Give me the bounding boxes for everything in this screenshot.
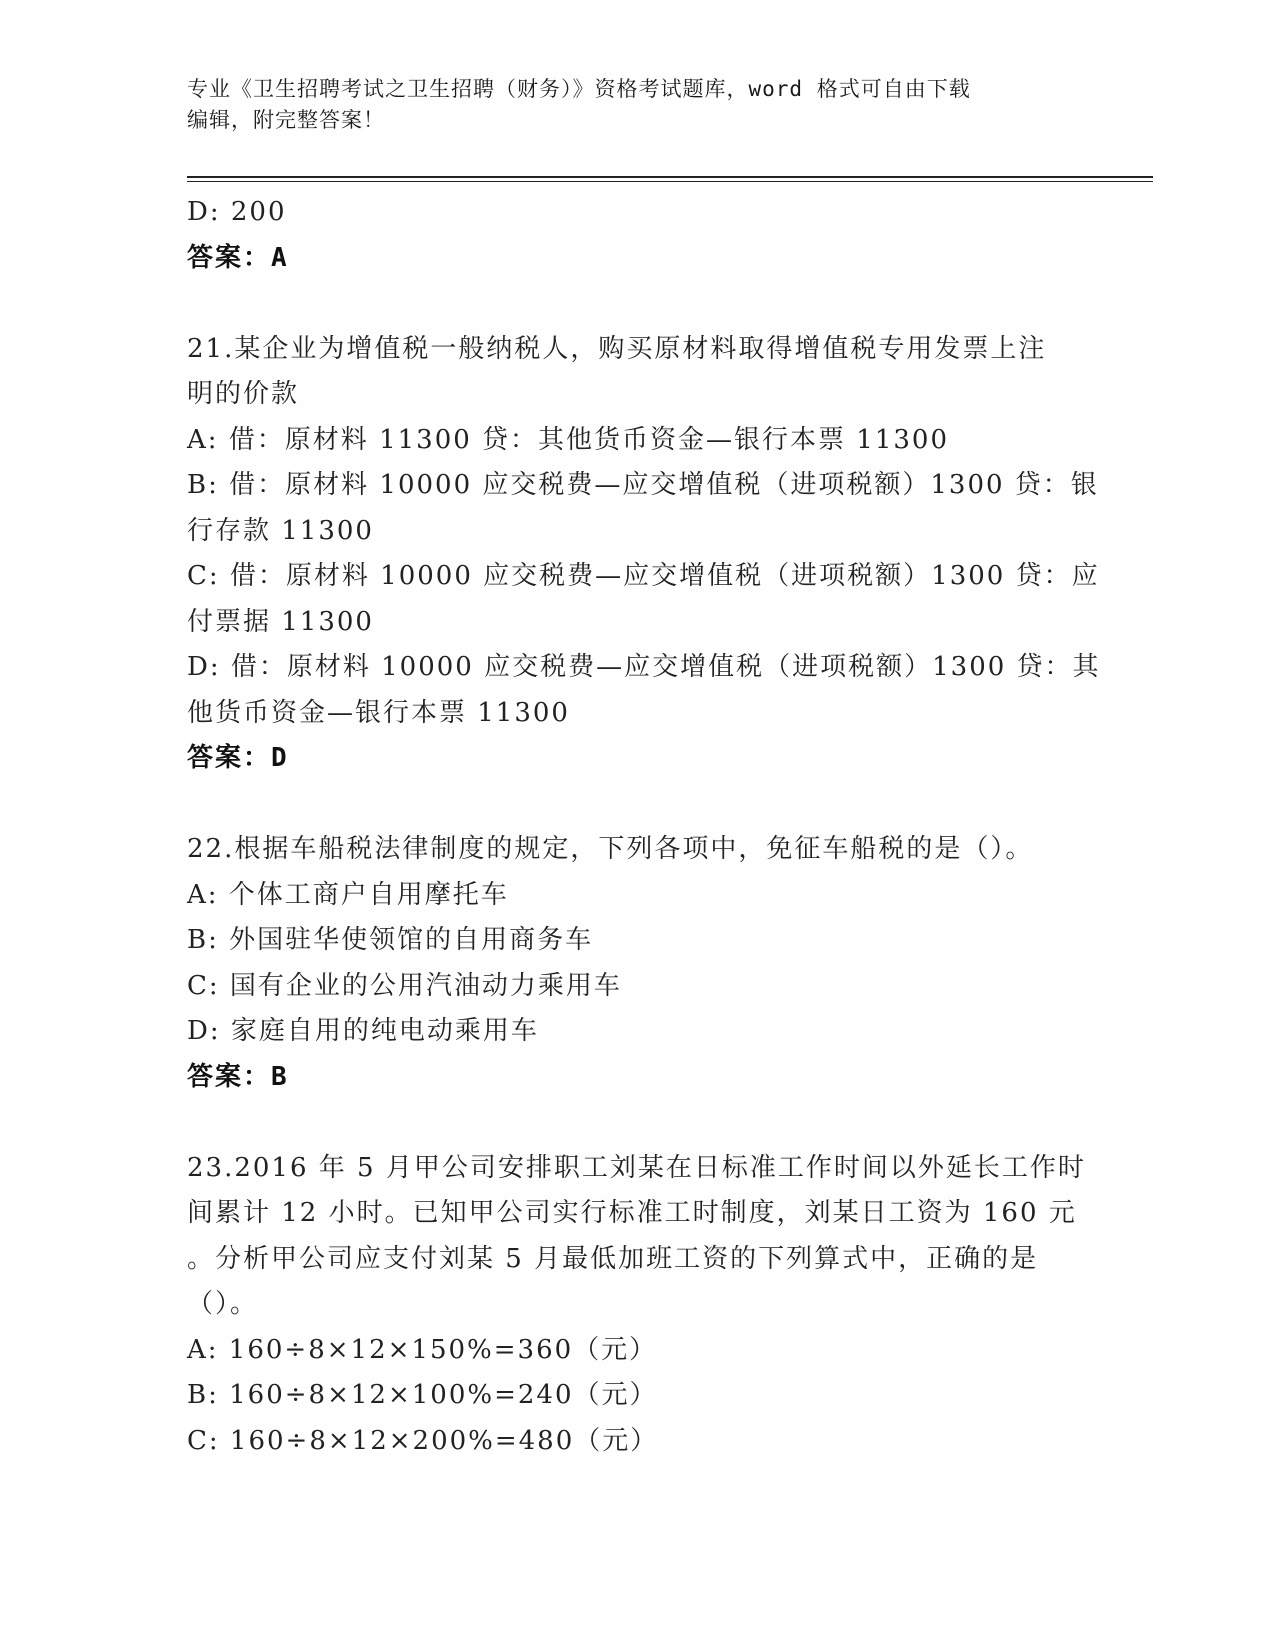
q22-answer: 答案：B bbox=[187, 1061, 289, 1092]
question-content bbox=[187, 190, 1101, 1464]
page-header bbox=[187, 74, 1087, 136]
prev-option-d: D: 200 bbox=[187, 197, 287, 227]
q23-option-c: C: 160÷8×12×200%=480（元） bbox=[187, 1425, 659, 1456]
header-rule-thick bbox=[187, 176, 1153, 178]
q21-answer: 答案：D bbox=[187, 743, 289, 773]
q21-option-d-line-2: 他货币资金—银行本票 11300 bbox=[187, 697, 570, 728]
question-21 bbox=[187, 327, 1101, 782]
q21-stem-line-2: 明的价款 bbox=[187, 379, 300, 409]
q21-option-d-line-1: D: 借：原材料 10000 应交税费—应交增值税（进项税额）1300 贷：其 bbox=[187, 652, 1101, 682]
header-rule-thin bbox=[187, 181, 1153, 182]
q21-option-a: A: 借：原材料 11300 贷：其他货币资金—银行本票 11300 bbox=[187, 424, 950, 455]
q23-option-b: B: 160÷8×12×100%=240（元） bbox=[187, 1380, 658, 1410]
q21-stem-line-1: 21.某企业为增值税一般纳税人，购买原材料取得增值税专用发票上注 bbox=[187, 333, 1047, 364]
q22-option-b: B: 外国驻华使领馆的自用商务车 bbox=[187, 925, 594, 955]
spacer bbox=[187, 281, 1087, 327]
q22-option-a: A: 个体工商户自用摩托车 bbox=[187, 879, 509, 910]
spacer bbox=[187, 782, 1087, 828]
question-23 bbox=[187, 1146, 1087, 1465]
spacer bbox=[187, 1100, 1087, 1146]
q22-option-d: D: 家庭自用的纯电动乘用车 bbox=[187, 1016, 539, 1046]
q21-option-c-line-1: C: 借：原材料 10000 应交税费—应交增值税（进项税额）1300 贷：应 bbox=[187, 561, 1100, 591]
q23-option-a: A: 160÷8×12×150%=360（元） bbox=[187, 1334, 658, 1365]
header-line-1: 专业《卫生招聘考试之卫生招聘（财务）》资格考试题库，word 格式可自由下载 bbox=[187, 77, 971, 101]
q23-stem-line-2: 间累计 12 小时。已知甲公司实行标准工时制度，刘某日工资为 160 元 bbox=[187, 1198, 1077, 1228]
q22-stem: 22.根据车船税法律制度的规定，下列各项中，免征车船税的是（）。 bbox=[187, 834, 1034, 864]
q21-option-c-line-2: 付票据 11300 bbox=[187, 606, 374, 637]
prev-answer: 答案：A bbox=[187, 242, 289, 273]
q22-option-c: C: 国有企业的公用汽油动力乘用车 bbox=[187, 970, 622, 1001]
header-line-2: 编辑，附完整答案！ bbox=[187, 108, 385, 132]
q21-option-b-line-1: B: 借：原材料 10000 应交税费—应交增值税（进项税额）1300 贷：银 bbox=[187, 470, 1099, 500]
q23-stem-line-1: 23.2016 年 5 月甲公司安排职工刘某在日标准工作时间以外延长工作时 bbox=[187, 1152, 1086, 1183]
q21-option-b-line-2: 行存款 11300 bbox=[187, 515, 374, 546]
q23-stem-line-4: （）。 bbox=[187, 1289, 259, 1319]
question-22 bbox=[187, 827, 1087, 1100]
q23-stem-line-3: 。分析甲公司应支付刘某 5 月最低加班工资的下列算式中，正确的是 bbox=[187, 1243, 1039, 1274]
